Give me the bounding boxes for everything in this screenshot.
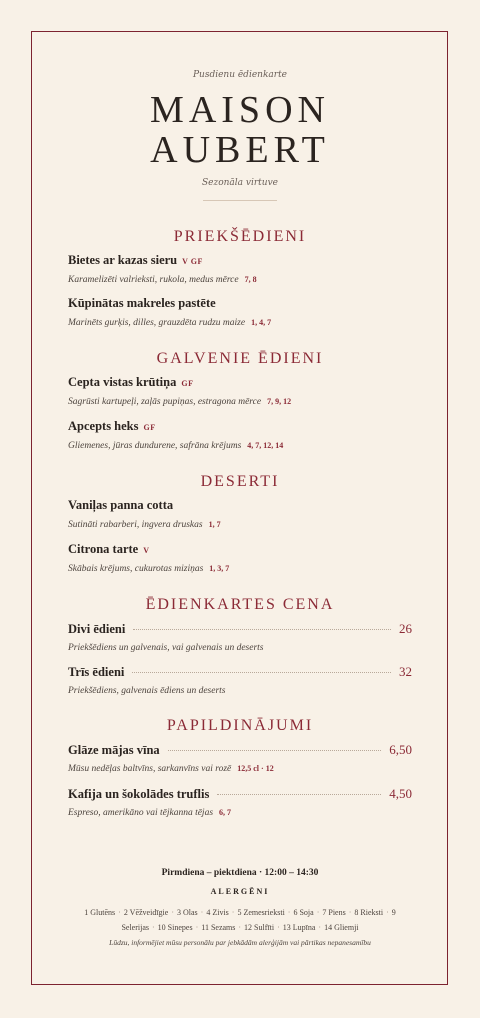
price-row [68,664,412,680]
menu-item-name [68,296,216,311]
menu-item-name [68,375,193,390]
separator-dot: · [152,923,155,932]
allergen-entry: 4 Zivis [206,908,229,917]
item-description: Espreso, amerikāno vai tējkanna tējas [68,808,214,818]
price-row [68,786,412,802]
item-title: Cepta vistas krūtiņa [68,375,177,389]
item-description: Sagrūsti kartupeļi, zaļās pupiņas, estragona mērce [68,397,262,407]
menu-item-desc [68,275,257,285]
dot-leader [168,750,382,751]
menu-item-desc [68,397,291,407]
price-item-name: Kafija un šokolādes truflis [68,787,210,801]
price-value: 32 [399,664,412,679]
allergen-legend [66,905,414,935]
brand-line-1: MAISON [150,89,330,131]
price-value: 26 [399,621,412,636]
price-value: 6,50 [389,742,412,757]
separator-dot: · [318,923,322,932]
price-item-desc: Priekšēdiens, galvenais ēdiens un deserts [68,686,226,696]
menu-item-name [68,542,150,557]
allergen-entry: 7 Piens [322,908,346,917]
restaurant-name [0,90,480,170]
section-title-starters: PRIEKŠĒDIENI [173,228,307,245]
item-description: Gliemenes, jūras dundurene, safrāna krējums [68,441,242,451]
separator-dot: · [348,908,352,917]
allergen-codes: 12,5 cl · 12 [237,764,274,773]
allergen-codes: 7, 8 [244,275,257,284]
separator-dot: · [316,908,320,917]
allergen-codes: 4, 7, 12, 14 [247,441,284,450]
allergen-entry: 12 Sulfīti [244,923,275,932]
brand-line-2: AUBERT [150,129,330,171]
item-description: Sutināti rabarberi, ingvera druskas [68,520,203,530]
dietary-tag: V GF [182,257,203,266]
allergen-entry: 13 Lupīna [282,923,316,932]
allergen-heading: ALERGĒNI [210,887,270,896]
allergy-notice: Lūdzu, informējiet mūsu personālu par jebkādām alerģijām vai pārtikas nepanesamību [109,938,371,947]
item-description: Karamelizēti valrieksti, rukola, medus mērce [68,275,239,285]
price-item-desc: Priekšēdiens un galvenais, vai galvenais un deserts [68,643,264,653]
allergen-codes: 1, 4, 7 [251,318,272,327]
separator-dot: · [171,908,174,917]
menu-item-desc [68,441,283,451]
menu-item-desc [68,318,271,328]
service-hours: Pirmdiena – piektdiena · 12:00 – 14:30 [161,868,319,878]
item-title: Citrona tarte [68,542,139,556]
section-title-prices: ĒDIENKARTES CENA [145,596,335,613]
allergen-entry: 1 Glutēns [84,908,116,917]
separator-dot: · [118,908,121,917]
section-title-desserts: DESERTI [200,473,280,490]
separator-dot: · [238,923,242,932]
menu-item-name [68,419,156,434]
header-divider [203,200,277,201]
allergen-entry: 8 Rieksti [354,908,384,917]
separator-dot: · [386,908,389,917]
item-description: Mūsu nedēļas baltvīns, sarkanvīns vai rozē [68,764,232,774]
item-title: Bietes ar kazas sieru [68,253,178,267]
allergen-codes: 6, 7 [219,808,232,817]
dietary-tag: GF [181,379,194,388]
price-item-desc [68,764,274,774]
item-description: Marinēts gurķis, dilles, grauzdēta rudzu maize [68,318,246,328]
allergen-codes: 7, 9, 12 [267,397,292,406]
allergen-entry: 14 Gliemji [324,923,359,932]
price-item-name: Glāze mājas vīna [68,743,160,757]
menu-item-name [68,253,203,268]
price-item-desc [68,808,231,818]
allergen-codes: 1, 3, 7 [209,564,230,573]
dietary-tag: V [143,546,150,555]
dot-leader [133,629,391,630]
item-title: Kūpinātas makreles pastēte [68,296,216,310]
allergen-entry: 6 Soja [293,908,314,917]
separator-dot: · [231,908,235,917]
separator-dot: · [277,923,280,932]
allergen-entry: 3 Olas [177,908,198,917]
separator-dot: · [287,908,291,917]
allergen-entry: 2 Vēžveidīgie [123,908,169,917]
item-title: Vaniļas panna cotta [68,498,174,512]
price-item-name: Trīs ēdieni [68,665,125,679]
allergen-entry: 9 Selerijas [121,908,396,932]
section-title-extras: PAPILDINĀJUMI [166,717,314,734]
price-item-name: Divi ēdieni [68,622,126,636]
separator-dot: · [200,908,204,917]
price-value: 4,50 [389,786,412,801]
separator-dot: · [195,923,199,932]
price-row [68,621,412,637]
allergen-entry: 10 Sinepes [157,923,193,932]
menu-item-name [68,498,173,513]
allergen-entry: 11 Sezams [201,923,236,932]
dot-leader [217,794,381,795]
allergen-codes: 1, 7 [208,520,221,529]
section-title-mains: GALVENIE ĒDIENI [156,350,324,367]
price-row [68,742,412,758]
dietary-tag: GF [143,423,156,432]
item-title: Apcepts heks [68,419,139,433]
menu-subtitle: Pusdienu ēdienkarte [192,70,288,80]
tagline: Sezonāla virtuve [201,178,278,188]
allergen-entry: 5 Zemesrieksti [237,908,285,917]
dot-leader [132,672,391,673]
menu-item-desc [68,564,229,574]
item-description: Skābais krējums, cukurotas miziņas [68,564,204,574]
menu-item-desc [68,520,221,530]
